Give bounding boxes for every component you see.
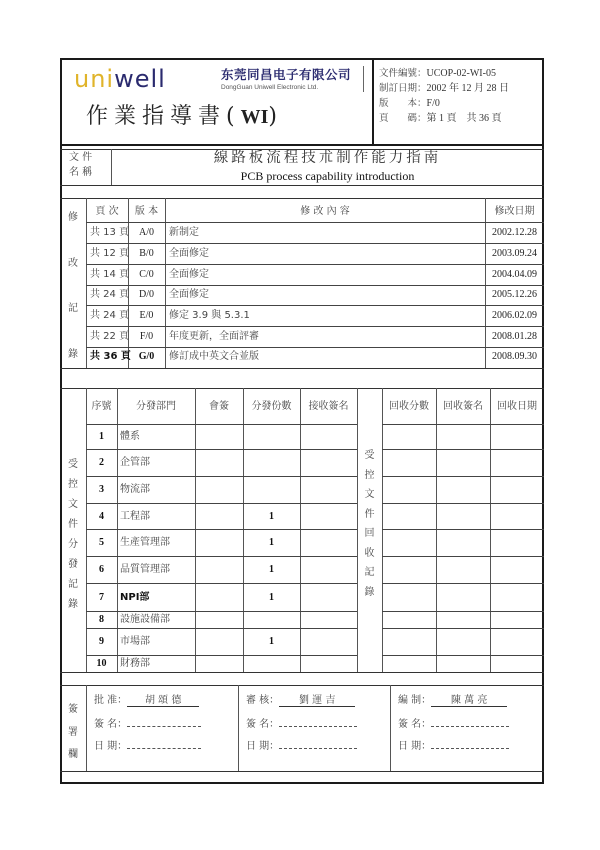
dist-row-line [382,655,544,656]
prepare-sign-row [398,718,509,730]
dist-no: 5 [99,537,104,548]
approver-name: 胡 頌 德 [127,696,199,707]
dist-row-line [382,529,544,530]
dist-col-line [382,388,383,672]
dist-dept: 市場部 [120,636,150,647]
revision-pages: 共 24 頁 [90,310,130,321]
review-sign-row [246,718,357,730]
issue-date-row [379,84,509,94]
revision-version: C/0 [139,269,154,280]
dist-dept: 品質管理部 [120,564,170,575]
revision-top-rule [60,198,544,199]
doc-type-cn: 作業指導書( [86,104,241,129]
revision-version: G/0 [138,351,155,362]
dist-dept: 工程部 [120,511,150,522]
revision-version: B/0 [139,248,154,259]
logo-separator [363,66,364,92]
dist-header-copies: 分發份數 [251,401,292,412]
side-char: 分 [68,539,78,550]
dist-copies: 1 [269,636,274,647]
revision-date: 2004.04.09 [492,269,537,280]
doc-type-code: WI [240,106,269,128]
revision-version: D/0 [139,289,154,300]
dist-copies: 1 [269,511,274,522]
approve-date-row [94,740,201,752]
document-frame [60,58,544,784]
revision-content: 全面修定 [169,269,209,280]
sig-col-line [86,685,87,771]
dist-header-recall-date: 回收日期 [497,401,537,412]
revision-row-line [86,243,544,244]
dist-row-line [382,611,544,612]
dist-row-line [382,449,544,450]
revision-content: 全面修定 [169,248,209,259]
company-name-cn: 东莞同昌电子有限公司 [221,67,352,82]
revision-header-content: 修 改 內 容 [300,206,350,217]
side-char: 記 [68,303,78,315]
date-field[interactable] [431,740,509,749]
revision-version: F/0 [139,331,154,342]
dist-row-line [382,556,544,557]
dist-row-line [382,424,544,425]
revision-content: 修定 3.9 與 5.3.1 [169,310,250,321]
revision-header-version: 版 本 [134,206,159,217]
revision-pages: 共 36 頁 [90,351,131,362]
revision-pages: 共 12 頁 [90,248,130,259]
header-divider [372,58,374,145]
sign-label: 簽 名： [398,719,432,730]
issue-date-label: 制訂日期： [379,83,427,94]
revision-pages: 共 14 頁 [90,269,130,280]
dist-row-line [86,529,357,530]
revision-row-line [86,264,544,265]
sign-label: 簽 名： [246,719,280,730]
doc-number-label: 文件編號： [379,68,427,79]
company-name-en: DongGuan Uniwell Electronic Ltd. [221,84,319,91]
dist-no: 7 [99,592,104,603]
signature-field[interactable] [431,718,509,727]
dist-no: 1 [99,431,104,442]
signature-side-label [60,700,86,760]
prepare-label: 編 制： [398,695,432,706]
version-value: F/0 [426,98,440,109]
dist-row-line [382,476,544,477]
title-label-line2: 名 稱 [69,167,93,178]
dist-row-line [382,583,544,584]
dist-header-recall-copies: 回收分數 [389,401,429,412]
version-label: 版 本： [379,98,427,109]
revision-date: 2003.09.24 [492,248,537,259]
dist-copies: 1 [269,537,274,548]
page-label: 頁 碼： [379,113,427,124]
dist-row-line [382,503,544,504]
side-char: 署 [68,726,78,738]
date-field[interactable] [279,740,357,749]
distribution-bottom-rule [60,672,544,673]
prepare-date-row [398,740,509,752]
title-label-line1: 文 件 [69,152,93,163]
doc-number-value: UCOP-02-WI-05 [426,68,496,79]
side-char: 錄 [68,599,78,610]
doc-type-close: ) [268,104,283,129]
dist-col-line [117,388,118,672]
review-label: 審 核： [246,695,280,706]
dist-col-line [436,388,437,672]
revision-col-line [86,198,87,368]
revision-pages: 共 24 頁 [90,289,130,300]
revision-bottom-rule [60,368,544,369]
dist-row-line [86,583,357,584]
preparer-name: 陳 萬 亮 [431,696,507,707]
doc-title-cn: 線路板流程技朮制作能力指南 [213,150,442,166]
side-char: 文 [364,489,375,501]
revision-col-line [165,198,166,368]
side-char: 受 [68,459,78,470]
side-char: 記 [68,579,78,590]
signature-top-rule [60,685,544,686]
dist-row-line [86,424,357,425]
revision-col-line [128,198,129,368]
revision-side-label [60,208,86,360]
revision-date: 2005.12.26 [492,289,537,300]
dist-copies: 1 [269,592,274,603]
dist-dept: 企管部 [120,457,150,468]
side-char: 件 [68,519,78,530]
distribution-top-rule [60,388,544,389]
header-bottom-rule [60,144,544,146]
date-label: 日 期： [94,741,128,752]
recall-side-label [357,446,382,598]
company-logo [74,67,166,91]
revision-content: 全面修定 [169,289,209,300]
dist-col-line [195,388,196,672]
revision-row-line [86,285,544,286]
revision-version: A/0 [139,227,154,238]
revision-pages: 共 22 頁 [90,331,130,342]
title-bottom-rule [60,185,544,186]
dist-row-line [86,611,357,612]
revision-date: 2008.01.28 [492,331,537,342]
dist-dept: 體系 [120,431,140,442]
dist-no: 4 [99,511,104,522]
dist-header-receiver: 接收簽名 [308,401,349,412]
dist-dept: 設施設備部 [120,614,170,625]
approve-label: 批 准： [94,695,128,706]
doc-number-row [379,69,496,79]
dist-col-line [300,388,301,672]
revision-header-pages: 頁 次 [95,206,119,217]
approve-sign-row [94,718,201,730]
dist-col-line [86,388,87,672]
side-char: 收 [364,547,375,559]
page-value: 第 1 頁 共 36 頁 [426,113,502,124]
revision-header-date: 修改日期 [494,206,535,217]
dist-row-line [86,556,357,557]
signature-field[interactable] [279,718,357,727]
side-char: 件 [364,508,375,520]
revision-date: 2006.02.09 [492,310,537,321]
dist-no: 9 [99,636,104,647]
revision-content: 年度更新，全面評審 [169,331,259,342]
dist-header-countersign: 會簽 [209,401,229,412]
side-char: 回 [364,528,375,540]
dist-no: 2 [99,457,104,468]
dist-dept: 物流部 [120,484,150,495]
dist-col-line [243,388,244,672]
side-char: 受 [364,450,375,461]
approve-row [94,696,199,707]
side-char: 錄 [364,586,375,598]
side-char: 欄 [68,749,78,760]
side-char: 修 [68,212,78,223]
revision-date: 2008.09.30 [492,351,537,362]
date-label: 日 期： [398,741,432,752]
revision-row-line [86,347,544,348]
side-char: 控 [364,469,375,481]
side-char: 錄 [68,348,78,360]
side-char: 簽 [68,704,78,715]
dist-col-line [490,388,491,672]
dist-header-no: 序號 [91,401,112,412]
side-char: 文 [68,499,78,510]
revision-pages: 共 13 頁 [90,227,130,238]
prepare-row [398,696,507,707]
dist-no: 6 [99,564,104,575]
page-row [379,114,502,124]
sig-col-line [238,685,239,771]
dist-row-line [86,655,357,656]
revision-date: 2002.12.28 [492,227,537,238]
doc-type-title [86,106,283,128]
dist-row-line [86,449,357,450]
dist-no: 8 [99,614,104,625]
logo-part-uni: uni [74,65,115,93]
side-char: 改 [68,257,78,269]
sign-label: 簽 名： [94,719,128,730]
revision-row-line [86,222,544,223]
revision-row-line [86,305,544,306]
revision-row-line [86,326,544,327]
distribution-side-label [60,455,86,610]
logo-part-well: well [114,65,166,93]
dist-no: 3 [99,484,104,495]
dist-row-line [86,628,357,629]
side-char: 控 [68,479,78,490]
revision-content: 修訂成中英文合並版 [169,351,259,362]
dist-copies: 1 [269,564,274,575]
reviewer-name: 劉 運 吉 [279,696,355,707]
dist-row-line [86,476,357,477]
doc-title-en: PCB process capability introduction [240,169,415,183]
date-field[interactable] [127,740,201,749]
review-row [246,696,355,707]
review-date-row [246,740,357,752]
signature-field[interactable] [127,718,201,727]
version-row [379,99,440,109]
revision-version: E/0 [139,310,154,321]
side-char: 記 [364,567,375,579]
dist-no: 10 [96,658,107,669]
dist-row-line [382,628,544,629]
dist-row-line [86,503,357,504]
dist-header-dept: 分發部門 [136,401,176,412]
issue-date-value: 2002 年 12 月 28 日 [426,83,510,94]
revision-content: 新制定 [169,227,199,238]
dist-header-recall-sign: 回收簽名 [443,401,483,412]
signature-bottom-rule [60,771,544,772]
dist-dept: 財務部 [120,658,150,669]
dist-dept: NPI部 [120,592,150,603]
side-char: 發 [68,559,78,570]
revision-col-line [485,198,486,368]
date-label: 日 期： [246,741,280,752]
dist-dept: 生產管理部 [120,537,170,548]
sig-col-line [390,685,391,771]
